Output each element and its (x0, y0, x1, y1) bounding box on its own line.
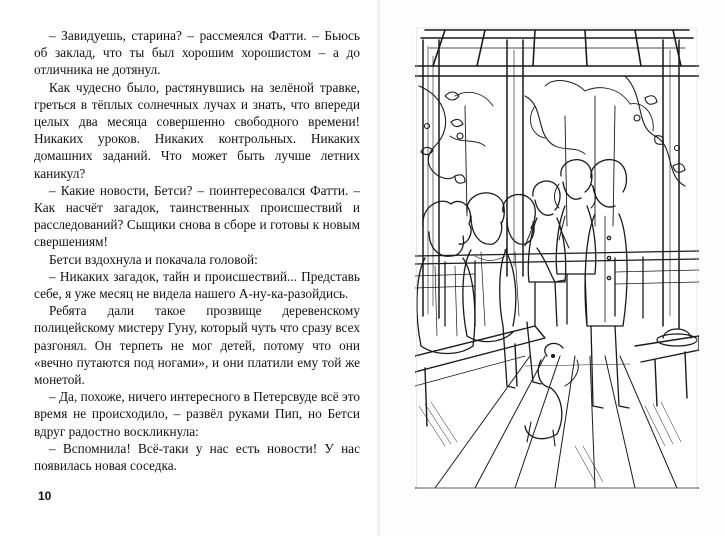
story-text (34, 27, 360, 474)
page-number: 10 (38, 489, 52, 503)
illustration (415, 26, 699, 490)
paragraph: Как чудесно было, растянувшись на зелёной травке, греться в тёплых солнечных лучах и знать, что впереди целых два месяца совершенно свободного времени! Никаких уроков. Никаких контрольных. Никаких домашних заданий. Что может быть лучше летних каникул? (34, 79, 360, 181)
summerhouse-illustration (415, 26, 699, 490)
paragraph: Бетси вздохнула и покачала головой: (49, 251, 258, 267)
paragraph: – Вспомнила! Всё-таки у нас есть новости! У нас появилась новая соседка. (34, 440, 360, 474)
paragraph: – Завидуешь, старина? – рассмеялся Фатти. – Бьюсь об заклад, что ты был хорошим хорошистом – а до отличника не дотянул. (34, 28, 360, 78)
paragraph: – Какие новости, Бетси? – поинтересовался Фатти. – Как насчёт загадок, таинственных происшествий и расследований? Сыщики снова в сборе и готовы к новым свершениям! (34, 182, 360, 250)
paragraph: – Да, похоже, ничего интересного в Петерсвуде всё это время не происходило, – развёл руками Пип, но Бетси вдруг радостно воскликнула: (34, 389, 360, 439)
paragraph: Ребята дали такое прозвище деревенскому полицейскому мистеру Гуну, который чуть что сразу всех разгонял. Он терпеть не мог детей, потому что они «вечно путаются под ногами», и они платили ему той же монетой. (34, 303, 360, 388)
paragraph: – Никаких загадок, тайн и происшествий... Представь себе, я уже месяц не видела нашего А-ну-ка-разойдись. (34, 268, 360, 302)
